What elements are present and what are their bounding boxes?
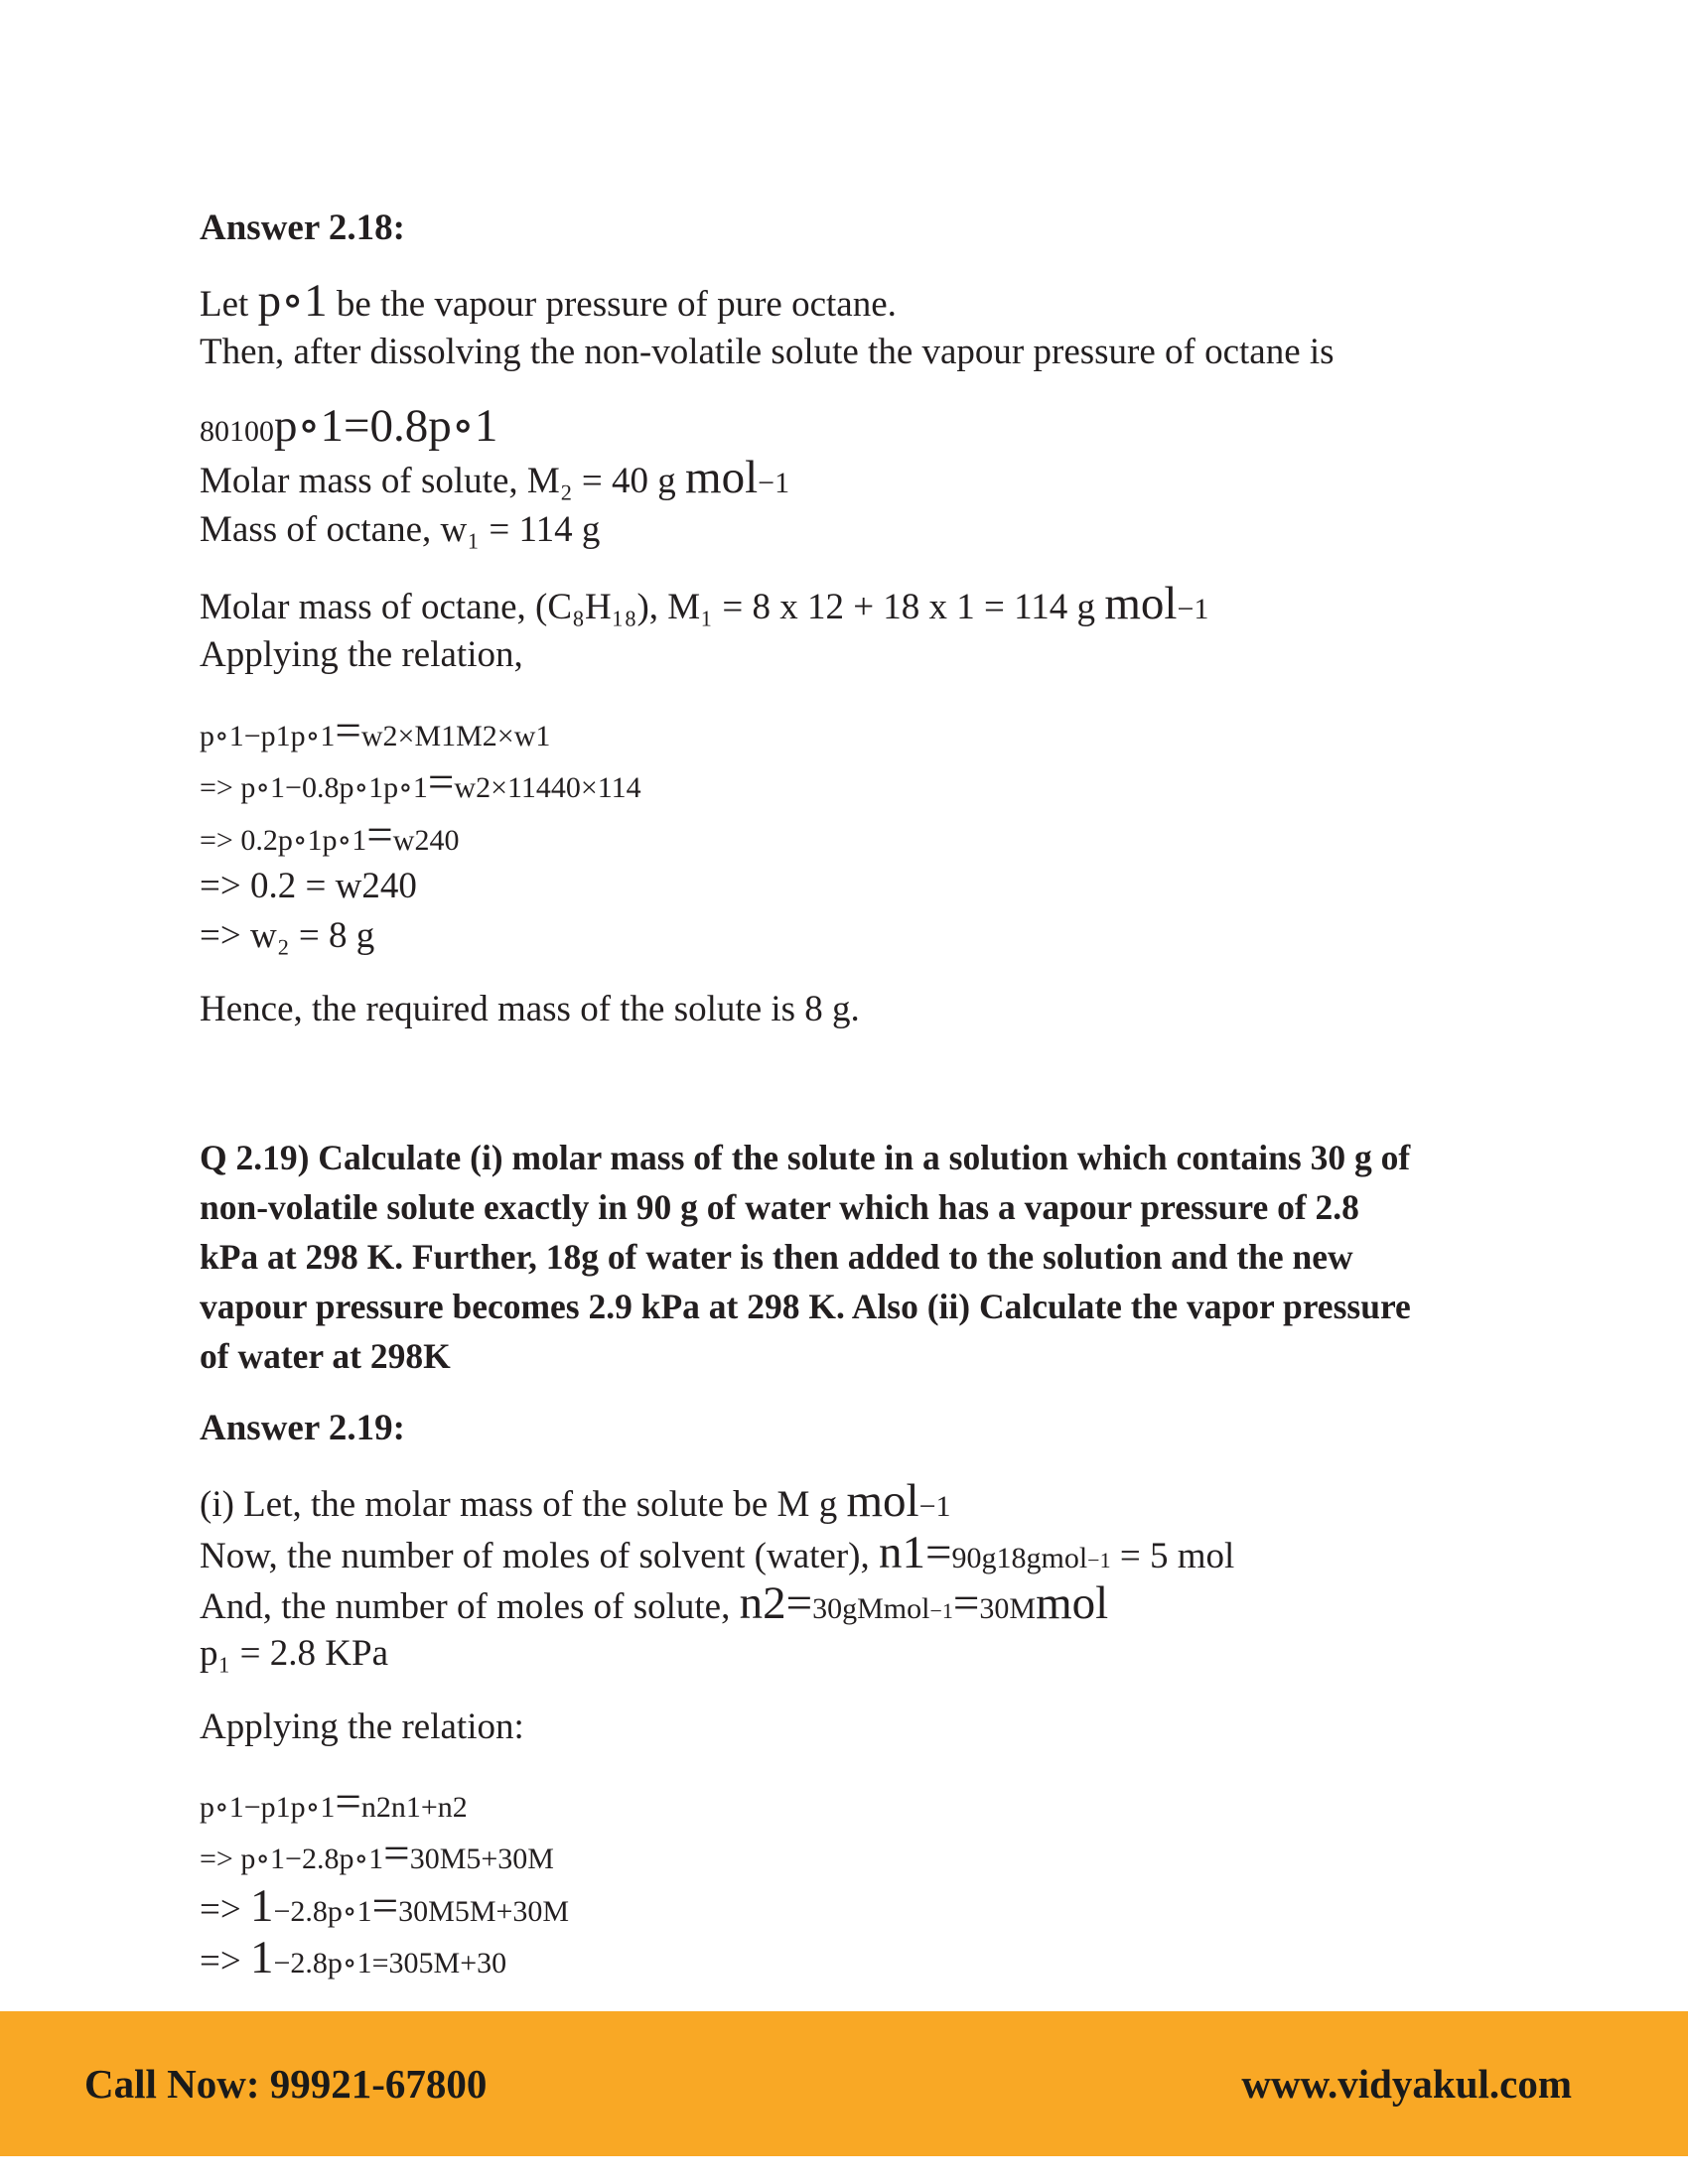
a218-line-6: Molar mass of octane, (C₈H₁₈), M₁ = 8 x 12 + 18 x 1 = 114 g mol−1 — [200, 578, 1209, 629]
a218-line-5: Mass of octane, w₁ = 114 g — [200, 509, 601, 550]
a219-equation-1: p∘1−p1p∘1=n2n1+n2 — [200, 1776, 468, 1828]
a219-line-1: (i) Let, the molar mass of the solute be M g mol−1 — [200, 1475, 951, 1527]
q219-line-1: Q 2.19) Calculate (i) molar mass of the solute in a solution which contains 30 g of — [200, 1138, 1411, 1177]
a218-line-3: 80100p∘1=0.8p∘1 — [200, 400, 498, 452]
website-link[interactable]: www.vidyakul.com — [1241, 2061, 1572, 2107]
q219-line-4: vapour pressure becomes 2.9 kPa at 298 K. Also (ii) Calculate the vapor pressure — [200, 1287, 1411, 1326]
a218-line-4: Molar mass of solute, M₂ = 40 g mol−1 — [200, 452, 790, 503]
a219-line-5: Applying the relation: — [200, 1706, 524, 1747]
a219-line-2: Now, the number of moles of solvent (water), n1=90g18gmol−1 = 5 mol — [200, 1527, 1235, 1578]
a218-equation-2: => p∘1−0.8p∘1p∘1=w2×11440×114 — [200, 756, 641, 808]
a218-line-2: Then, after dissolving the non-volatile solute the vapour pressure of octane is — [200, 332, 1335, 372]
q219-line-5: of water at 298K — [200, 1336, 451, 1376]
q219-line-3: kPa at 298 K. Further, 18g of water is then added to the solution and the new — [200, 1237, 1353, 1277]
a218-equation-5: => w₂ = 8 g — [200, 915, 375, 956]
footer-banner — [0, 2011, 1688, 2156]
a218-line-1: Let p∘1 be the vapour pressure of pure octane. — [200, 275, 897, 327]
a218-equation-3: => 0.2p∘1p∘1=w240 — [200, 809, 460, 861]
q219-line-2: non-volatile solute exactly in 90 g of water which has a vapour pressure of 2.8 — [200, 1187, 1359, 1227]
call-now-number[interactable]: Call Now: 99921-67800 — [84, 2061, 488, 2107]
a219-equation-2: => p∘1−2.8p∘1=30M5+30M — [200, 1828, 554, 1879]
a218-line-7: Applying the relation, — [200, 634, 523, 675]
a219-line-3: And, the number of moles of solute, n2=30gMmol−1=30Mmol — [200, 1577, 1109, 1629]
a219-line-4: p₁ = 2.8 KPa — [200, 1633, 388, 1674]
a218-conclusion: Hence, the required mass of the solute is 8 g. — [200, 989, 860, 1029]
a218-equation-1: p∘1−p1p∘1=w2×M1M2×w1 — [200, 705, 551, 756]
answer-2-19-heading: Answer 2.19: — [200, 1408, 405, 1448]
a219-equation-3: => 1−2.8p∘1=30M5M+30M — [200, 1880, 570, 1932]
answer-2-18-heading: Answer 2.18: — [200, 207, 405, 248]
a219-equation-4: => 1−2.8p∘1=305M+30 — [200, 1932, 507, 1983]
a218-equation-4: => 0.2 = w240 — [200, 866, 417, 906]
